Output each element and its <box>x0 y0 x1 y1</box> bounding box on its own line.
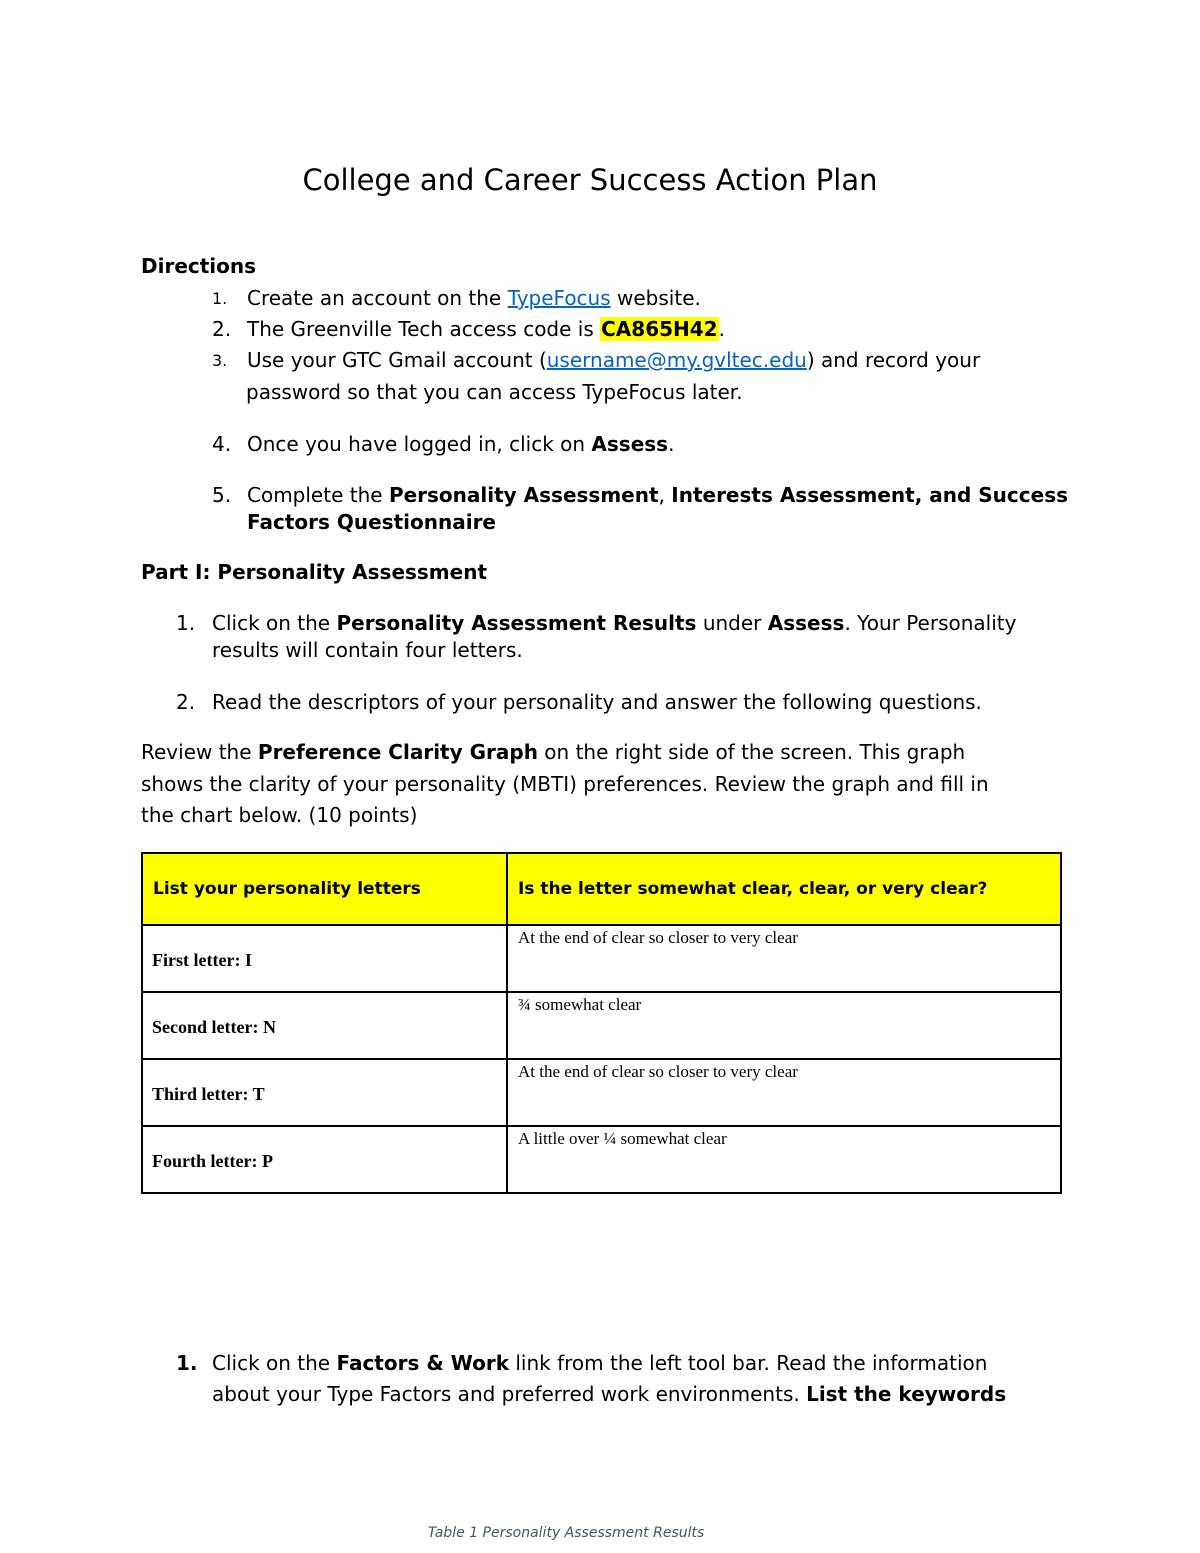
table-header-clarity: Is the letter somewhat clear, clear, or very clear? <box>507 853 1061 925</box>
table-header-letters: List your personality letters <box>142 853 507 925</box>
directions-step-5-line-2: Factors Questionnaire <box>247 510 496 534</box>
letter-cell: Second letter: N <box>152 1017 276 1037</box>
email-link[interactable]: username@my.gvltec.edu <box>546 348 807 372</box>
answer-cell[interactable]: At the end of clear so closer to very clear <box>518 1062 798 1081</box>
table-row <box>142 1059 1061 1126</box>
review-paragraph-line-3: the chart below. (10 points) <box>141 803 418 827</box>
answer-cell[interactable]: At the end of clear so closer to very clear <box>518 928 798 947</box>
typefocus-link[interactable]: TypeFocus <box>507 286 611 310</box>
review-paragraph-line-1: Review the Preference Clarity Graph on the right side of the screen. This graph <box>141 740 966 764</box>
directions-heading: Directions <box>141 254 257 278</box>
table-caption: Table 1 Personality Assessment Results <box>427 1525 705 1541</box>
page-title: College and Career Success Action Plan <box>302 163 878 197</box>
table-header-row <box>142 853 1061 925</box>
letter-cell: Third letter: T <box>152 1084 265 1104</box>
factors-item-1-line-2: about your Type Factors and preferred work environments. List the keywords <box>212 1382 1007 1406</box>
part-1-heading: Part I: Personality Assessment <box>141 560 488 584</box>
answer-cell[interactable]: ¾ somewhat clear <box>518 995 642 1014</box>
table-row <box>142 992 1061 1059</box>
letter-cell: First letter: I <box>152 950 252 970</box>
review-paragraph-line-2: shows the clarity of your personality (MBTI) preferences. Review the graph and fill in <box>141 772 989 796</box>
part-1-item-1-line-2: results will contain four letters. <box>212 638 523 662</box>
table-row <box>142 925 1061 992</box>
access-code: CA865H42 <box>601 317 718 341</box>
directions-step-3-line-2: password so that you can access TypeFocus later. <box>246 380 743 404</box>
personality-letters-table <box>141 852 1062 1194</box>
letter-cell: Fourth letter: P <box>152 1151 273 1171</box>
answer-cell[interactable]: A little over ¼ somewhat clear <box>518 1129 727 1148</box>
table-row <box>142 1126 1061 1193</box>
